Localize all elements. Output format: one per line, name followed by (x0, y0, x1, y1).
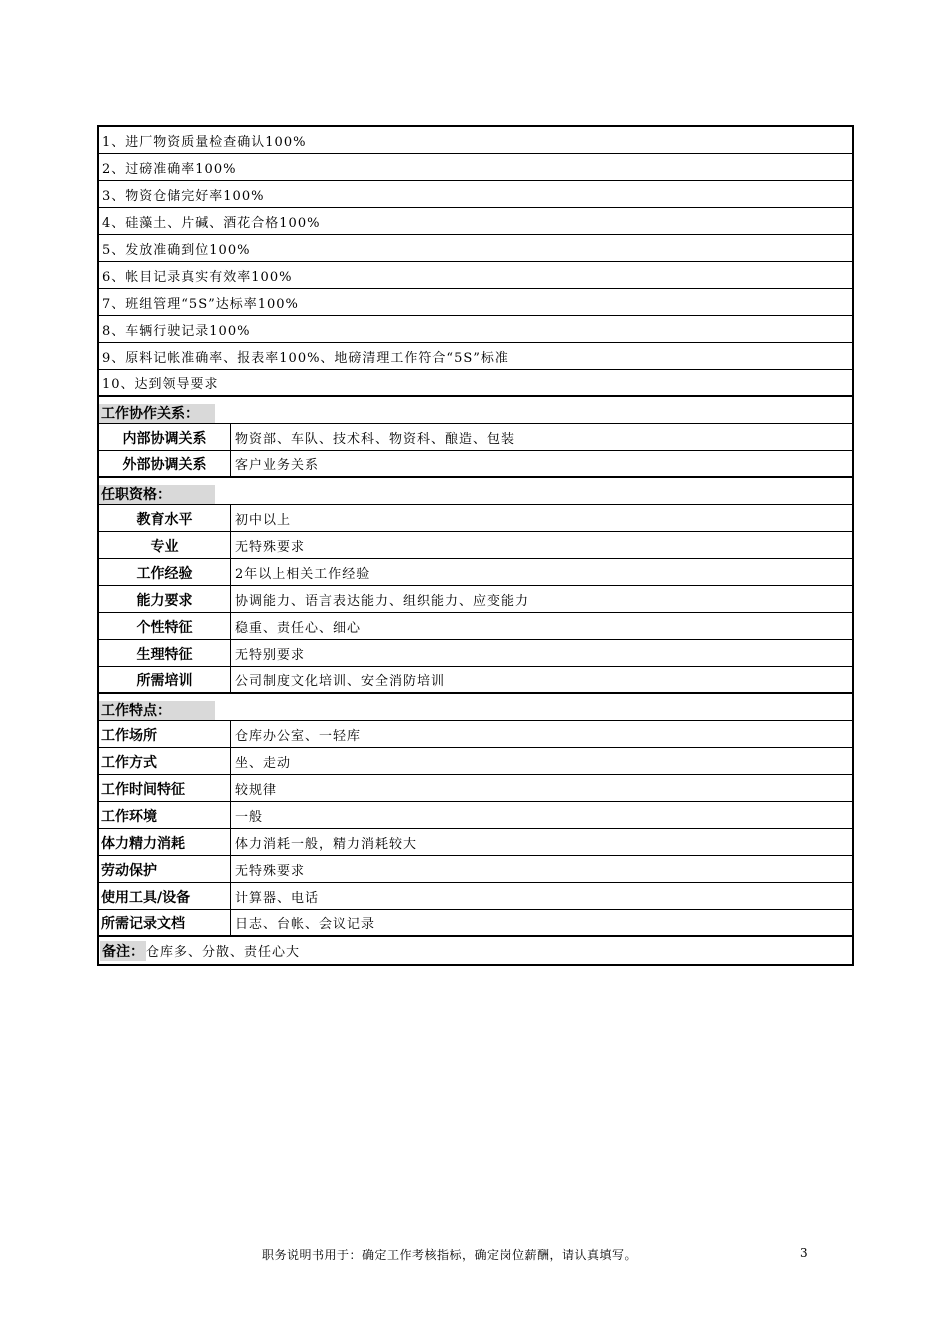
row-value: 公司制度文化培训、安全消防培训 (235, 674, 446, 689)
row-label: 工作环境 (99, 802, 231, 828)
row-value: 无特别要求 (235, 647, 306, 663)
feature-row (99, 775, 852, 802)
feature-row (99, 802, 852, 829)
remarks-row (99, 937, 852, 964)
row-label: 专业 (99, 532, 231, 558)
row-label: 所需培训 (99, 667, 231, 692)
row-value: 稳重、责任心、细心 (235, 620, 362, 636)
qualification-row (99, 532, 852, 559)
row-label: 工作场所 (99, 721, 231, 747)
row-value: 一般 (235, 809, 264, 825)
row-value: 初中以上 (235, 512, 292, 528)
row-label: 工作方式 (99, 748, 231, 774)
row-label: 生理特征 (99, 640, 231, 666)
row-value: 计算器、电话 (235, 890, 320, 906)
row-value: 仓库办公室、一轻库 (235, 728, 362, 744)
row-value: 坐、走动 (235, 755, 292, 771)
row-label: 能力要求 (99, 586, 231, 612)
feature-row (99, 910, 852, 937)
cooperation-row (99, 451, 852, 478)
feature-row (99, 721, 852, 748)
section-header-cooperation (99, 397, 852, 424)
standard-row (99, 343, 852, 370)
section-title: 工作特点： (99, 701, 215, 720)
row-value: 物资部、车队、技术科、物资科、酿造、包装 (235, 431, 516, 447)
row-label: 体力精力消耗 (99, 829, 231, 855)
standard-text: 4、硅藻土、片碱、酒花合格100% (102, 215, 321, 231)
row-label: 劳动保护 (99, 856, 231, 882)
section-header-qualifications (99, 478, 852, 505)
standard-text: 3、物资仓储完好率100% (102, 188, 265, 204)
page-number: 3 (800, 1246, 808, 1260)
standard-text: 10、达到领导要求 (102, 377, 219, 392)
row-value: 体力消耗一般，精力消耗较大 (235, 836, 418, 852)
qualification-row (99, 559, 852, 586)
feature-row (99, 829, 852, 856)
row-value: 较规律 (235, 782, 278, 798)
row-label: 使用工具/设备 (99, 883, 231, 909)
cooperation-row (99, 424, 852, 451)
qualification-row (99, 667, 852, 694)
row-label: 工作时间特征 (99, 775, 231, 801)
standard-row (99, 127, 852, 154)
row-value: 协调能力、语言表达能力、组织能力、应变能力 (235, 593, 530, 609)
row-value: 2年以上相关工作经验 (235, 566, 371, 582)
standard-text: 2、过磅准确率100% (102, 161, 237, 177)
remarks-label: 备注： (100, 941, 146, 961)
row-label: 外部协调关系 (99, 451, 231, 476)
row-label: 个性特征 (99, 613, 231, 639)
feature-row (99, 748, 852, 775)
standard-row (99, 262, 852, 289)
qualification-row (99, 640, 852, 667)
standard-row (99, 316, 852, 343)
qualification-row (99, 586, 852, 613)
standard-text: 7、班组管理“5S”达标率100% (102, 296, 299, 312)
standard-row (99, 370, 852, 397)
feature-row (99, 883, 852, 910)
standard-text: 8、车辆行驶记录100% (102, 323, 251, 339)
standard-text: 6、帐目记录真实有效率100% (102, 269, 293, 285)
standard-text: 9、原料记帐准确率、报表率100%、地磅清理工作符合“5S”标准 (102, 350, 509, 366)
row-value: 客户业务关系 (235, 458, 320, 473)
row-label: 工作经验 (99, 559, 231, 585)
section-header-features (99, 694, 852, 721)
standard-row (99, 181, 852, 208)
row-value: 无特殊要求 (235, 539, 306, 555)
qualification-row (99, 505, 852, 532)
standard-row (99, 235, 852, 262)
standard-row (99, 289, 852, 316)
section-title: 工作协作关系： (99, 404, 215, 423)
row-label: 所需记录文档 (99, 910, 231, 935)
standard-text: 1、进厂物资质量检查确认100% (102, 134, 307, 150)
row-label: 内部协调关系 (99, 424, 231, 450)
section-title: 任职资格： (99, 485, 215, 504)
feature-row (99, 856, 852, 883)
row-label: 教育水平 (99, 505, 231, 531)
standard-row (99, 208, 852, 235)
qualification-row (99, 613, 852, 640)
standard-text: 5、发放准确到位100% (102, 242, 251, 258)
job-description-table (97, 125, 854, 966)
row-value: 日志、台帐、会议记录 (235, 917, 376, 932)
footer-note: 职务说明书用于：确定工作考核指标，确定岗位薪酬，请认真填写。 (262, 1248, 638, 1262)
row-value: 无特殊要求 (235, 863, 306, 879)
remarks-value: 仓库多、分散、责任心大 (146, 945, 301, 960)
standard-row (99, 154, 852, 181)
